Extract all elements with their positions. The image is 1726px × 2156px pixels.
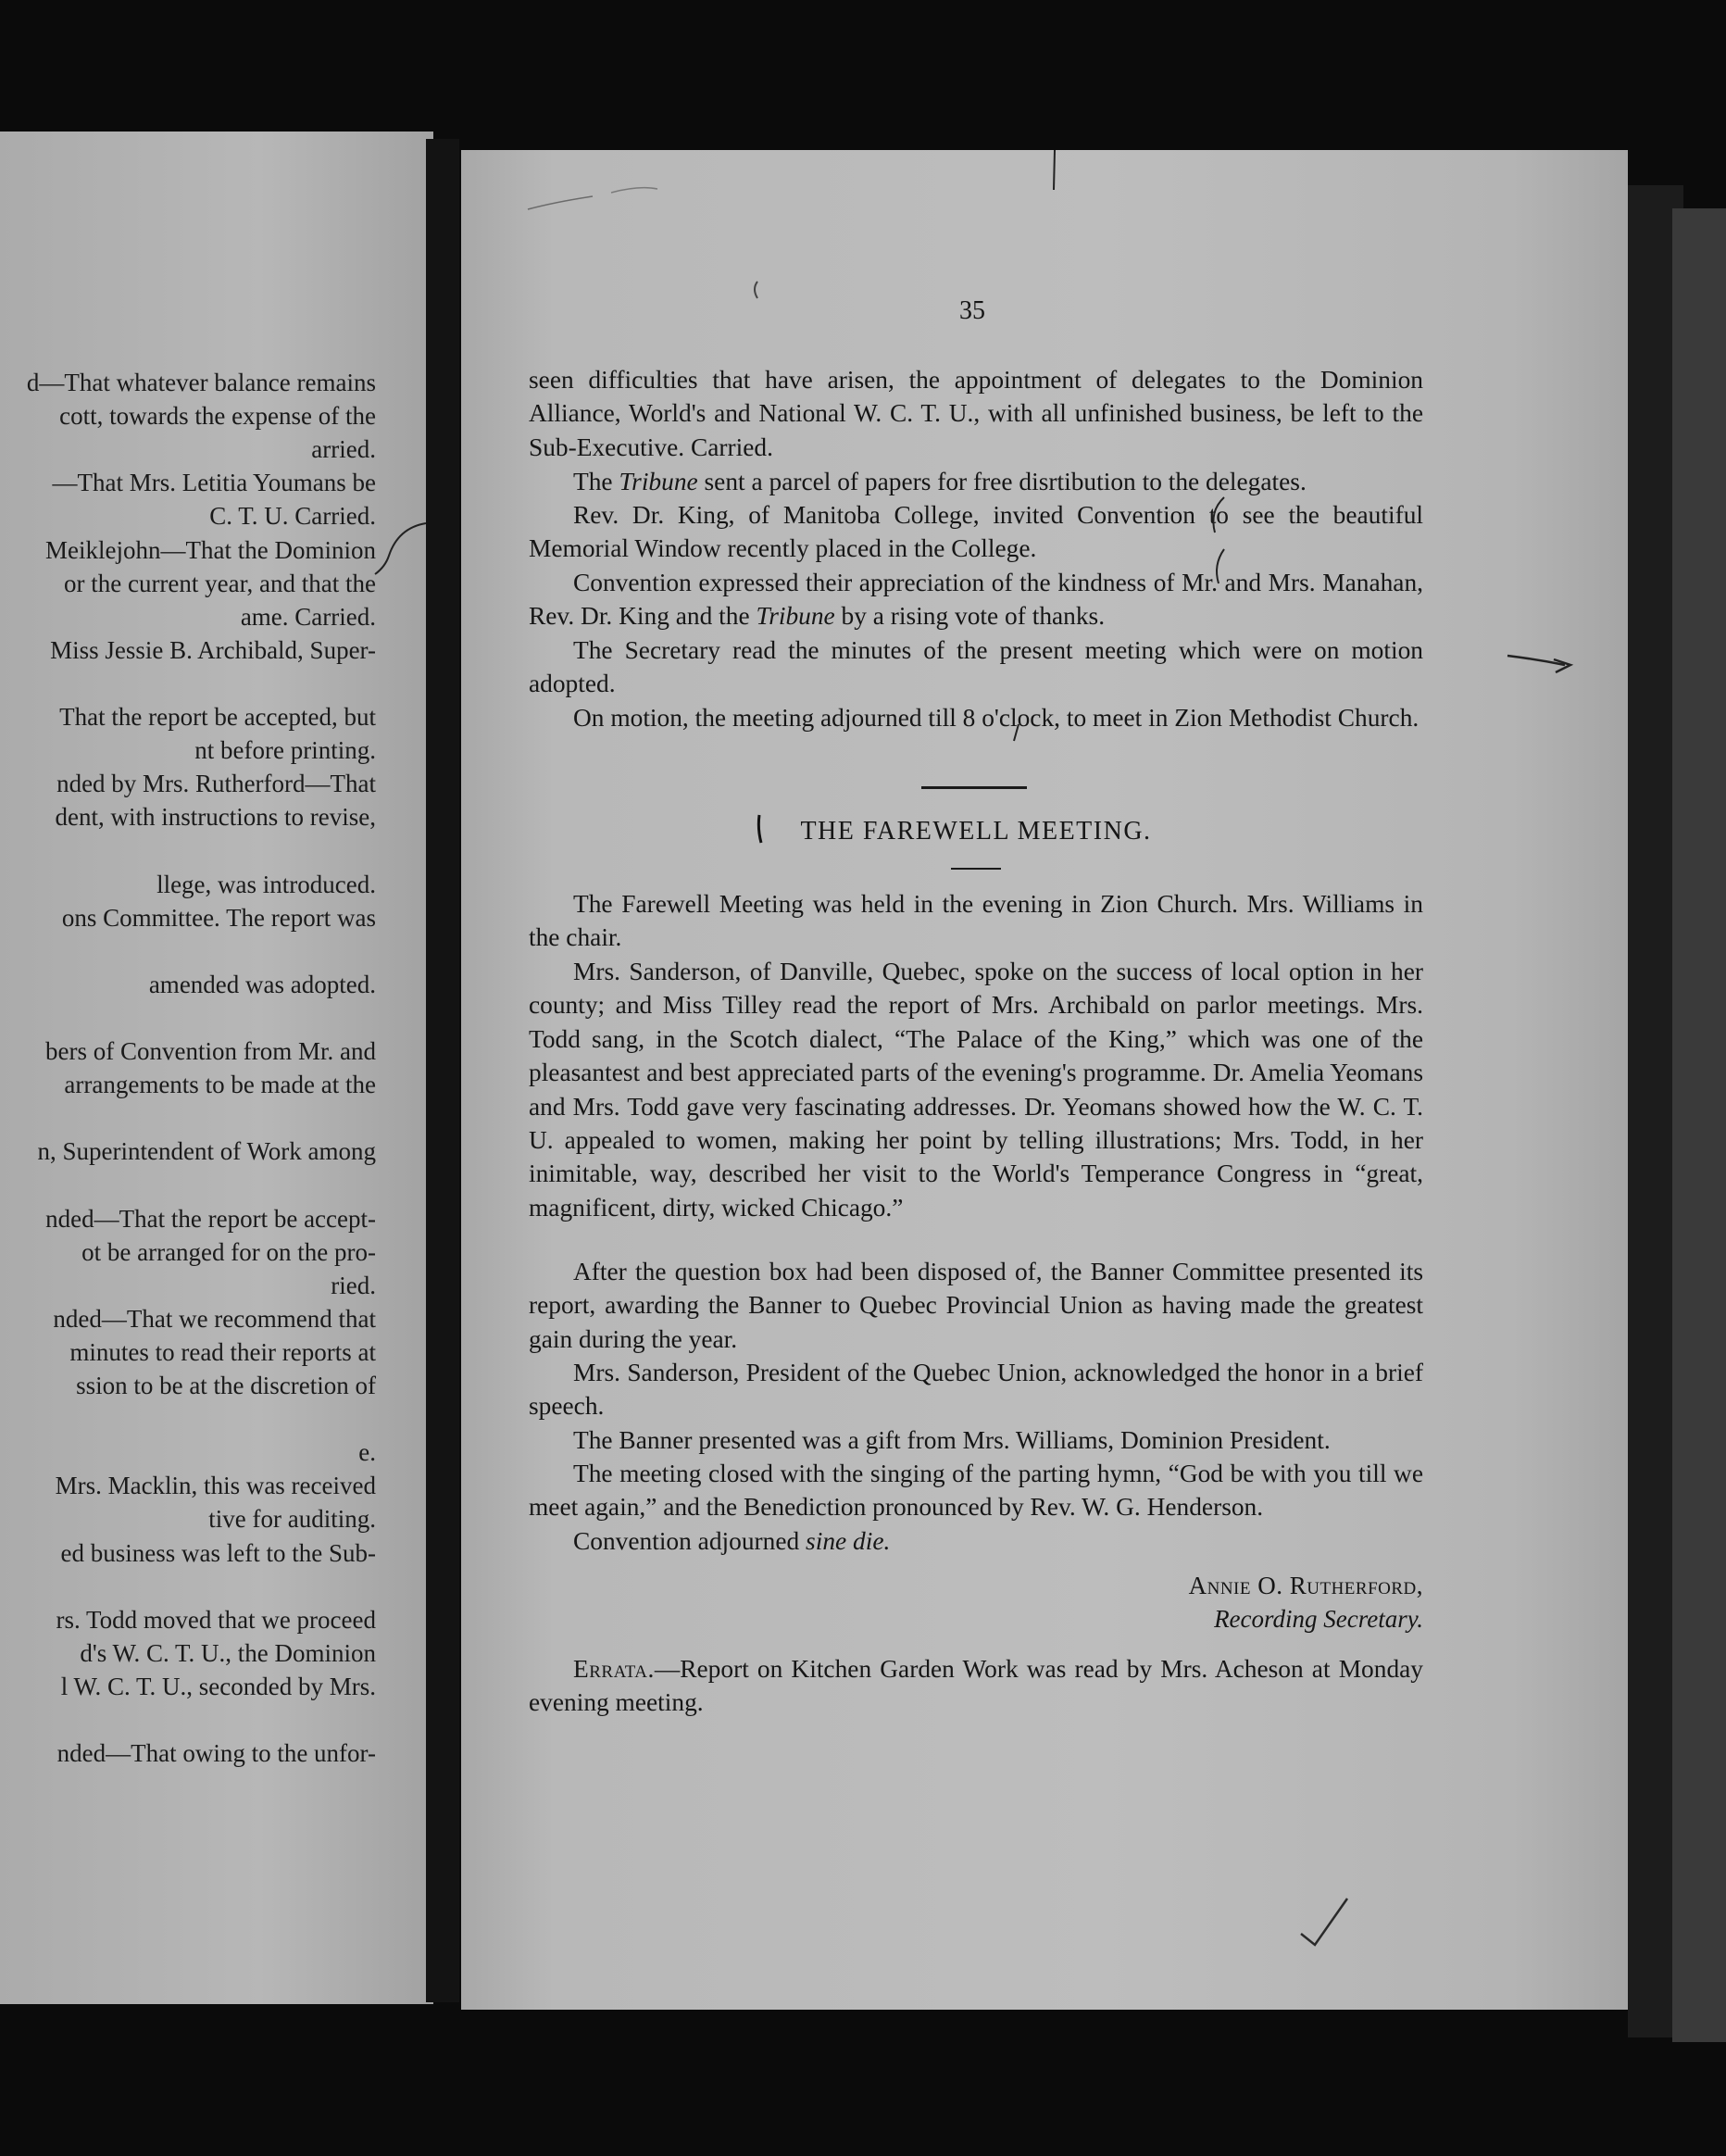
tribune-name: Tribune — [756, 602, 835, 631]
left-page-line: n, Superintendent of Work among — [37, 1137, 376, 1166]
left-page-line: bers of Convention from Mr. and — [45, 1037, 376, 1065]
left-page-line: nded by Mrs. Rutherford—That — [56, 770, 376, 798]
paragraph-quebec-union: Mrs. Sanderson, President of the Quebec Union, acknowledged the honor in a brief speech. — [529, 1359, 1423, 1421]
paragraph-appreciation: Convention expressed their appreciation of the kindness of Mr. and Mrs. Manahan, Rev. Dr. King and the Tribune by a rising vote of thanks. — [529, 569, 1423, 631]
left-page-line: Meiklejohn—That the Dominion — [45, 535, 376, 564]
paragraph-banner-gift: The Banner presented was a gift from Mrs. Williams, Dominion President. — [573, 1426, 1331, 1454]
paragraph-adjourned: On motion, the meeting adjourned till 8 o'clock, to meet in Zion Methodist Church. — [573, 704, 1420, 732]
paragraph-banner-committee: After the question box had been disposed of, the Banner Committee presented its report, awarding the Banner to Quebec Provincial Union as having made the greatest gain during the year. — [529, 1258, 1423, 1353]
left-page-line: ed business was left to the Sub- — [60, 1538, 376, 1567]
paragraph-continued: seen difficulties that have arisen, the appointment of delegates to the Dominion Alliance, World's and National W. C. T. U., with all unfinished business, be left to the Sub-Executive. Carried. — [529, 366, 1423, 461]
left-page-line: nt before printing. — [194, 736, 376, 765]
left-page-line: minutes to read their reports at — [69, 1337, 376, 1366]
left-page-line: llege, was introduced. — [156, 870, 376, 898]
left-page-line: or the current year, and that the — [63, 569, 376, 597]
left-page-line: tive for auditing. — [208, 1505, 376, 1534]
left-page-line: Mrs. Macklin, this was received — [55, 1472, 376, 1500]
left-page-line: d—That whatever balance remains — [26, 369, 376, 396]
page-number: 35 — [959, 296, 985, 325]
left-page-line: ot be arranged for on the pro- — [81, 1237, 376, 1266]
left-page-line: ame. Carried. — [240, 602, 376, 631]
left-page-line: ons Committee. The report was — [61, 903, 376, 932]
signature-title: Recording Secretary. — [1214, 1605, 1423, 1633]
left-page-line: e. — [358, 1438, 376, 1467]
left-page-line: Miss Jessie B. Archibald, Super- — [50, 635, 376, 664]
left-page-line: arried. — [311, 435, 376, 464]
tribune-name: Tribune — [619, 468, 698, 495]
left-page-line: C. T. U. Carried. — [209, 502, 376, 531]
errata-label: Errata. — [573, 1655, 655, 1683]
left-page-line: arrangements to be made at the — [64, 1071, 376, 1099]
left-page-line: ried. — [331, 1271, 376, 1299]
paragraph-dr-king: Rev. Dr. King, of Manitoba College, invited Convention to see the beautiful Memorial Window recently placed in the College. — [529, 501, 1423, 563]
left-page-line: nded—That the report be accept- — [45, 1204, 376, 1233]
left-page-line: cott, towards the expense of the — [59, 402, 376, 431]
left-page-line: d's W. C. T. U., the Dominion — [80, 1638, 376, 1667]
left-page-line: l W. C. T. U., seconded by Mrs. — [60, 1672, 376, 1700]
left-page-line: amended was adopted. — [148, 970, 376, 998]
paragraph-farewell: The Farewell Meeting was held in the evening in Zion Church. Mrs. Williams in the chair. — [529, 890, 1423, 952]
signature-name: Annie O. Rutherford, — [1188, 1572, 1423, 1599]
paragraph-tribune: The Tribune sent a parcel of papers for free disrtibution to the delegates. — [573, 468, 1307, 495]
section-heading: THE FAREWELL MEETING. — [800, 817, 1152, 846]
left-page-line: rs. Todd moved that we proceed — [56, 1605, 376, 1634]
paragraph-sanderson: Mrs. Sanderson, of Danville, Quebec, spoke on the success of local option in her county; and Miss Tilley read the report of Mrs. Archibald on parlor meetings. Mrs. Todd sang, in the Scotch dialect, “The Palace of the King,” which was one of the pleasantest and best appreciated parts of the evening's programme. Dr. Amelia Yeomans and Mrs. Todd gave very fascinating addresses. Dr. Yeomans showed how the W. C. T. U. appealed to women, making her point by telling illustrations; Mrs. Todd, in her inimitable, way, described her visit to the World's Temperance Congress in “great, magnificent, dirty, wicked Chicago.” — [529, 958, 1423, 1222]
paragraph-hymn: The meeting closed with the singing of the parting hymn, “God be with you till we meet again,” and the Benediction pronounced by Rev. W. G. Henderson. — [529, 1460, 1423, 1522]
paragraph-minutes: The Secretary read the minutes of the present meeting which were on motion adopted. — [529, 636, 1423, 698]
left-page-line: That the report be accepted, but — [59, 703, 376, 731]
left-page-line: dent, with instructions to revise, — [55, 803, 376, 832]
left-page-line: nded—That owing to the unfor- — [56, 1739, 376, 1768]
left-page-line: —That Mrs. Letitia Youmans be — [52, 469, 376, 497]
left-page-line: nded—That we recommend that — [53, 1304, 376, 1333]
paragraph-sine-die: Convention adjourned sine die. — [573, 1527, 891, 1555]
errata-note: Errata.—Report on Kitchen Garden Work was read by Mrs. Acheson at Monday evening meeting. — [529, 1655, 1423, 1717]
left-page-line: ssion to be at the discretion of — [76, 1372, 376, 1399]
